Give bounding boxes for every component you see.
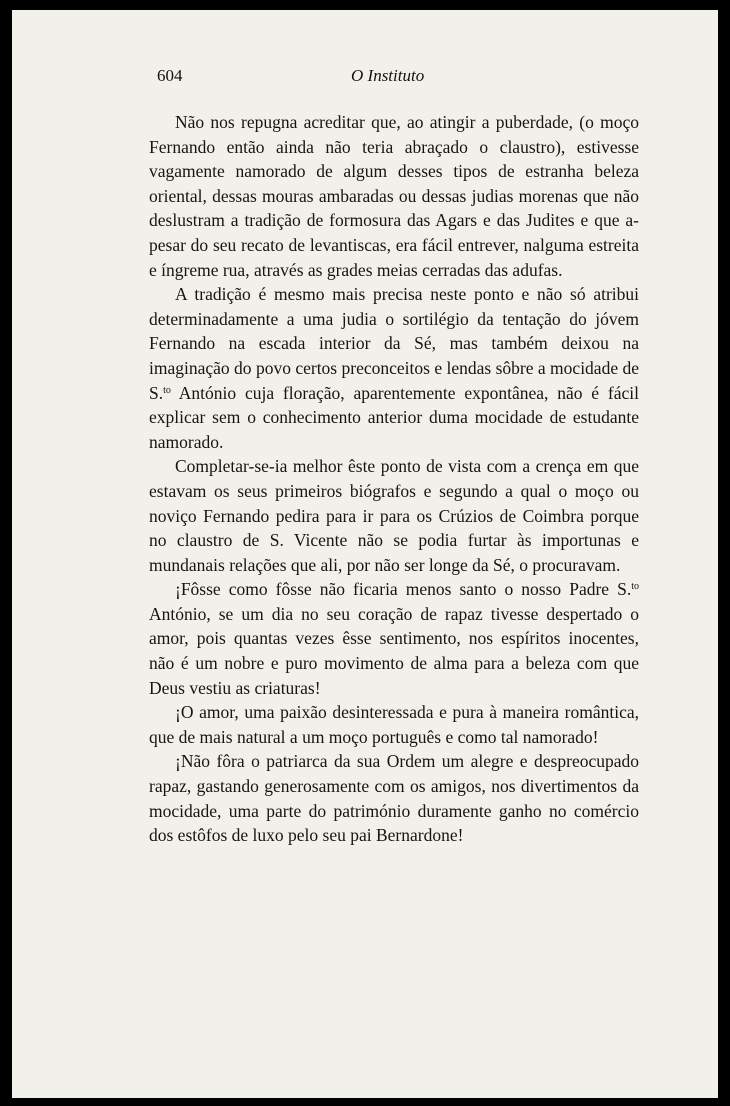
paragraph-2-text: A tradição é mesmo mais precisa neste ponto e não só atribui determinadamente a uma judia o sortilégio da tentação do jóvem Fernando na escada interior da Sé, mas também deixou na imaginação do povo certos preconceitos e lendas sôbre a mocidade de S.	[149, 284, 639, 403]
superscript-to: to	[631, 581, 639, 593]
superscript-to: to	[163, 384, 171, 396]
paragraph-6-text: ¡Não fôra o patriarca da sua Ordem um alegre e despreocupado rapaz, gastando generosamente com os amigos, nos divertimentos da mocidade, uma parte do património duramente ganho no comércio dos estôfos de luxo pelo seu pai Bernardone!	[149, 751, 639, 846]
paragraph-6	[149, 749, 639, 847]
paragraph-1	[149, 110, 639, 282]
paragraph-4-text-cont: António, se um dia no seu coração de rapaz tivesse despertado o amor, pois quantas vezes êsse sentimento, nos espíritos inocentes, não é um nobre e puro movimento de alma para a beleza com que Deus vestiu as criaturas!	[149, 603, 639, 698]
paragraph-1-text: Não nos repugna acreditar que, ao atingir a puberdade, (o moço Fernando então ainda não teria abraçado o claustro), estivesse vagamente namorado de algum desses tipos de estranha beleza oriental, dessas mouras ambaradas ou dessas judias morenas que não deslustram a tradição de formosura das Agars e das Judites e que a-pesar do seu recato de levantiscas, era fácil entrever, nalguma estreita e íngreme rua, através as grades meias cerradas das adufas.	[149, 112, 639, 280]
page-header	[157, 66, 627, 96]
page-number: 604	[157, 66, 183, 85]
paragraph-4	[149, 577, 639, 700]
paragraph-5	[149, 700, 639, 749]
paragraph-3-text: Completar-se-ia melhor êste ponto de vista com a crença em que estavam os seus primeiros biógrafos e segundo a qual o moço ou noviço Fernando pedira para ir para os Crúzios de Coimbra porque no claustro de S. Vicente não se podia furtar às importunas e mundanais relações que ali, por não ser longe da Sé, o procuravam.	[149, 456, 639, 575]
paragraph-5-text: ¡O amor, uma paixão desinteressada e pura à maneira romântica, que de mais natural a um moço português e como tal namorado!	[149, 702, 639, 747]
paragraph-2	[149, 282, 639, 454]
body-text	[149, 110, 639, 848]
paragraph-2-text-cont: António cuja floração, aparentemente expontânea, não é fácil explicar sem o conhecimento anterior duma mocidade de estudante namorado.	[149, 382, 639, 452]
paragraph-4-text: ¡Fôsse como fôsse não ficaria menos santo o nosso Padre S.	[175, 579, 632, 600]
running-title: O Instituto	[351, 66, 425, 85]
book-page	[12, 10, 718, 1098]
paragraph-3	[149, 454, 639, 577]
